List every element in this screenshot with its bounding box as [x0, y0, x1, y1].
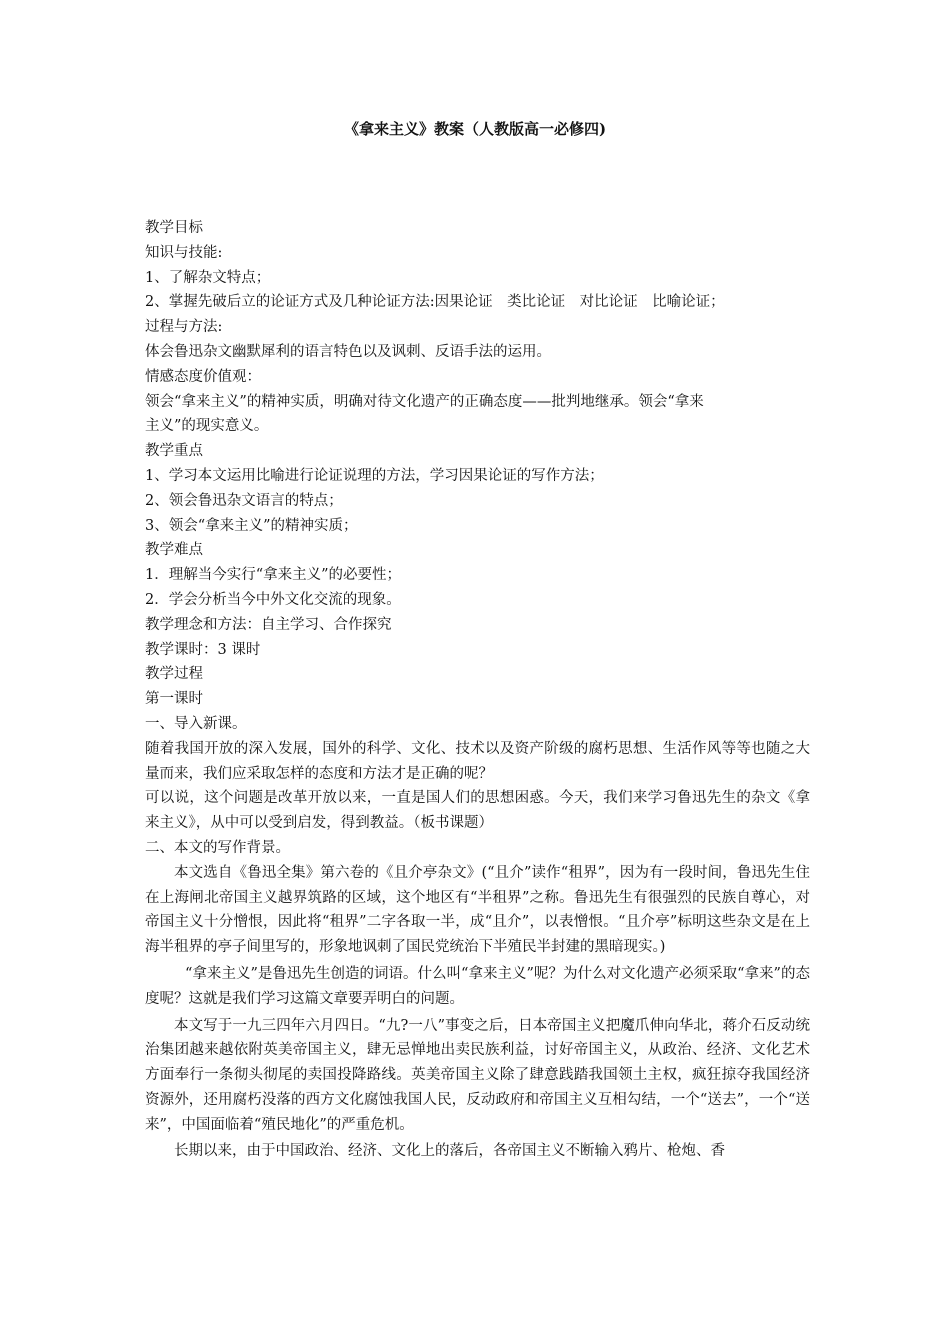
subheading-first-lesson: 第一课时	[145, 691, 203, 708]
subheading-process-method: 过程与方法:	[145, 319, 223, 336]
list-item: 1、学习本文运用比喻进行论证说理的方法，学习因果论证的写作方法；	[145, 467, 604, 484]
section-heading-key-points: 教学重点	[145, 443, 203, 460]
subheading-attitude-values: 情感态度价值观：	[145, 368, 261, 385]
paragraph: 可以说，这个问题是改革开放以来，一直是国人们的思想困惑。今天，我们来学习鲁迅先生的杂文《拿来主义》，从中可以受到启发，得到教益。（板书课题）	[145, 790, 810, 832]
list-item: 2、掌握先破后立的论证方式及几种论证方法:因果论证 类比论证 对比论证 比喻论证；	[145, 294, 725, 311]
text-line: 教学理念和方法：自主学习、合作探究	[145, 616, 392, 633]
list-item: 3、领会“拿来主义”的精神实质；	[145, 517, 358, 534]
text-line: 领会“拿来主义”的精神实质，明确对待文化遗产的正确态度——批判地继承。领会“拿来	[145, 393, 704, 410]
paragraph: 本文选自《鲁迅全集》第六卷的《且介亭杂文》(“且介”读作“租界”，因为有一段时间，鲁迅先生住在上海闸北帝国主义越界筑路的区域，这个地区有“半租界”之称。鲁迅先生有很强烈的民族自尊心，对帝国主义十分憎恨，因此将“租界”二字各取一半，成“且介”，以表憎恨。“且介亭”标明这些杂文是在上海半租界的亭子间里写的，形象地讽刺了国民党统治下半殖民半封建的黑暗现实。)	[145, 864, 810, 956]
paragraph: “拿来主义”是鲁迅先生创造的词语。什么叫“拿来主义”呢？为什么对文化遗产必须采取“拿来”的态度呢？这就是我们学习这篇文章要弄明白的问题。	[145, 965, 810, 1007]
text-line: 主义”的现实意义。	[145, 418, 269, 435]
paragraph: 长期以来，由于中国政治、经济、文化上的落后，各帝国主义不断输入鸦片、枪炮、香	[174, 1143, 725, 1160]
subheading-background: 二、本文的写作背景。	[145, 839, 290, 856]
paragraph: 随着我国开放的深入发展，国外的科学、文化、技术以及资产阶级的腐朽思想、生活作风等等也随之大量而来，我们应采取怎样的态度和方法才是正确的呢？	[145, 740, 810, 782]
subheading-introduction: 一、导入新课。	[145, 715, 247, 732]
list-item: 1、了解杂文特点；	[145, 269, 271, 286]
section-heading-objectives: 教学目标	[145, 220, 203, 236]
text-line: 体会鲁迅杂文幽默犀利的语言特色以及讽刺、反语手法的运用。	[145, 343, 551, 360]
list-item: 2、领会鲁迅杂文语言的特点；	[145, 492, 343, 509]
section-heading-process: 教学过程	[145, 666, 203, 683]
document-title: 《拿来主义》教案（人教版高一必修四)	[343, 120, 607, 138]
subheading-knowledge-skills: 知识与技能:	[145, 244, 223, 261]
section-heading-difficulties: 教学难点	[145, 542, 203, 559]
paragraph: 本文写于一九三四年六月四日。“九?一八”事变之后，日本帝国主义把魔爪伸向华北，蒋介石反动统治集团越来越依附英美帝国主义，肆无忌惮地出卖民族利益，讨好帝国主义，从政治、经济、文化艺术方面奉行一条彻头彻尾的卖国投降路线。英美帝国主义除了肆意践踏我国领土主权，疯狂掠夺我国经济资源外，还用腐朽没落的西方文化腐蚀我国人民，反动政府和帝国主义互相勾结，一个“送去”，一个“送来”，中国面临着“殖民地化”的严重危机。	[145, 1017, 810, 1133]
document-body	[145, 216, 810, 1164]
list-item: 2．学会分析当今中外文化交流的现象。	[145, 591, 401, 608]
list-item: 1．理解当今实行“拿来主义”的必要性；	[145, 567, 402, 584]
text-line: 教学课时：3 课时	[145, 641, 261, 658]
